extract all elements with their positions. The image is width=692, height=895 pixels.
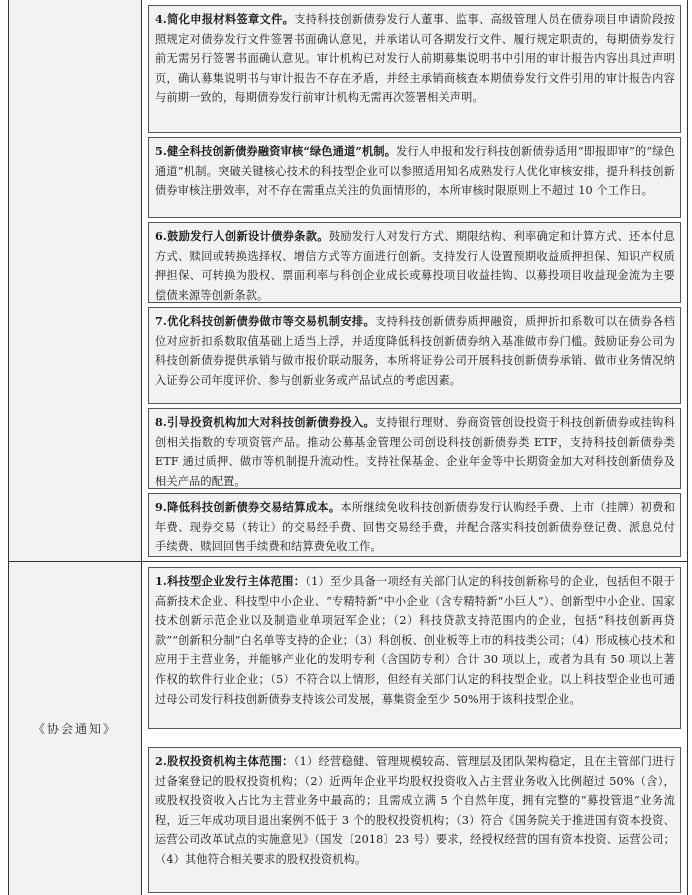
measure-item-8 [148,408,681,489]
measure-title: 7.优化科技创新债券做市等交易机制安排。 [155,314,376,328]
measure-item-9 [148,493,681,557]
measure-item-7 [148,307,681,404]
measure-title: 8.引导投资机构加大对科技创新债券投入。 [155,415,376,429]
scope-body: （1）经营稳健、管理规模较高、管理层及团队架构稳定，且在主管部门进行过备案登记的股权投资机构；（2）近两年企业平均股权投资收入占主营业务收入比例超过 50%（含），或股权投资收入占比为主营业务中最高的；且需成立满 5 个自然年度，拥有完整的“募投管退”业务流程，近三年成功项目退出案例不低于 3 个的股权投资机构；（3）符合《国务院关于推进国有资本投资、运营公司改革试点的实施意见》（国发〔2018〕23 号）要求，经授权经营的国有资本投资、运营公司；（4）其他符合相关要求的股权投资机构。 [155,755,675,866]
scope-body: （1）至少具备一项经有关部门认定的科技创新称号的企业，包括但不限于高新技术企业、科技型中小企业、“专精特新”中小企业（含专精特新“小巨人”）、创新型中小企业、国家技术创新示范企业以及制造业单项冠军企业；（2）科技贷款支持范围内的企业，包括“科技创新再贷款”“创新积分制”白名单等支持的企业；（3）科创板、创业板等上市的科技类公司；（4）形成核心技术和应用于主营业务，并能够产业化的发明专利（含国防专利）合计 30 项以上，或者为具有 50 项以上著作权的软件行业企业；（5）不符合以上情形，但经有关部门认定的科技型企业。以上科技型企业也可通过母公司发行科技创新债券支持该公司发展，募集资金至少 50%用于该科技型企业。 [155,575,675,706]
table-left-cell-bottom [9,561,142,895]
scope-item-1 [148,567,681,729]
source-label: 《协会通知》 [32,721,117,736]
measure-body: 支持科技创新债券质押融资，质押折扣系数可以在债券各档位对应折扣系数取值基础上适当上浮，并适度降低科技创新债券纳入基准做市券门槛。鼓励证券公司为科技创新债券提供承销与做市报价联动服务，本所将证券公司开展科技创新债券承销、做市业务情况纳入证券公司年度评价、参与创新业务或产品试点的考虑因素。 [155,315,675,387]
measure-item-6 [148,222,681,303]
measure-title: 9.降低科技创新债券交易结算成本。 [155,500,341,514]
measure-body: 本所继续免收科技创新债券发行认购经手费、上市（挂牌）初费和年费、现券交易（转让）的交易经手费、回售交易经手费，并配合落实科技创新债券登记费、派息兑付手续费、赎回回售手续费和结算费免收工作。 [155,501,675,554]
row-divider [9,561,687,562]
scope-title: 2.股权投资机构主体范围： [155,754,294,768]
measure-body: 发行人申报和发行科技创新债券适用“即报即审”的“绿色通道”机制。突破关键核心技术的科技型企业可以参照适用知名成熟发行人优化审核安排，提升科技创新债券审核注册效率，对不存在需重点关注的负面情形的，本所审核时限原则上不超过 10 个工作日。 [155,145,675,198]
notice-table [8,0,688,895]
measure-body: 支持科技创新债券发行人董事、监事、高级管理人员在债券项目申请阶段按照规定对债券发行文件签署书面确认意见，并承诺认可各期发行文件、履行规定职责的，每期债券发行前无需另行签署书面确认意见。审计机构已对发行人前期募集说明书中引用的审计报告内容出具过声明页，确认募集说明书与审计报告不存在矛盾，并经主承销商核查本期债券发行文件引用的审计报告内容与前期一致的，每期债券发行前审计机构无需再次签署相关声明。 [155,13,676,105]
measure-body: 鼓励发行人对发行方式、期限结构、利率确定和计算方式、还本付息方式、赎回或转换选择权、增信方式等方面进行创新。支持发行人设置预期收益质押担保、知识产权质押担保、可转换为股权、票面利率与科创企业成长或募投项目收益挂钩、以募投项目收益现金流为主要偿债来源等创新条款。 [155,230,675,302]
measure-title: 4.简化申报材料签章文件。 [155,12,295,26]
scope-title: 1.科技型企业发行主体范围： [155,574,306,588]
measure-item-5 [148,137,681,218]
measure-title: 6.鼓励发行人创新设计债券条款。 [155,229,329,243]
measure-title: 5.健全科技创新债券融资审核“绿色通道”机制。 [155,144,397,158]
measure-body: 支持银行理财、券商资管创设投资于科技创新债券或挂钩科创相关指数的专项资管产品。推动公募基金管理公司创设科技创新债券类 ETF，支持科技创新债券类 ETF 通过质押、做市等机制提升流动性。支持社保基金、企业年金等中长期资金加大对科技创新债券及相关产品的配置。 [155,416,675,488]
table-left-cell-top [9,0,142,561]
measure-item-4 [148,5,681,133]
scope-item-2 [148,747,681,893]
